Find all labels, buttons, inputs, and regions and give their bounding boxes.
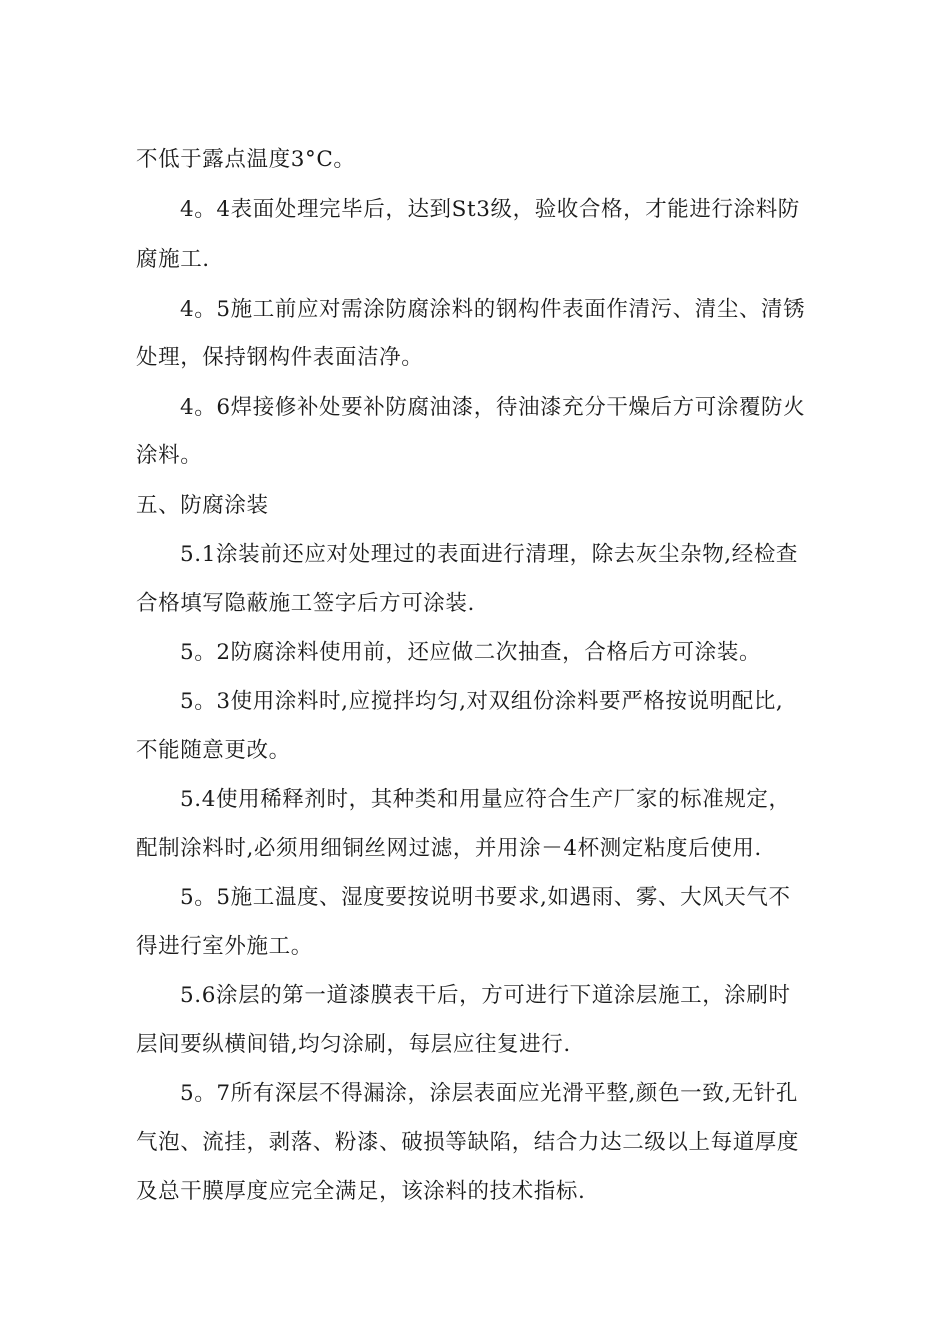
text-line: 处理，保持钢构件表面洁净。 xyxy=(136,345,424,370)
paragraph-4-4: 4。4表面处理完毕后，达到St3级，验收合格，才能进行涂料防 xyxy=(180,197,800,222)
text-line: 腐施工. xyxy=(136,247,210,272)
text-line: 配制涂料时,必须用细铜丝网过滤，并用涂－4杯测定粘度后使用. xyxy=(136,836,762,861)
paragraph-5-6: 5.6涂层的第一道漆膜表干后，方可进行下道涂层施工，涂刷时 xyxy=(180,983,791,1008)
text-line: 层间要纵横间错,均匀涂刷，每层应往复进行. xyxy=(136,1032,571,1057)
paragraph-5-7: 5。7所有深层不得漏涂，涂层表面应光滑平整,颜色一致,无针孔 xyxy=(180,1081,799,1106)
paragraph-4-5: 4。5施工前应对需涂防腐涂料的钢构件表面作清污、清尘、清锈 xyxy=(180,297,806,322)
text-line: 合格填写隐蔽施工签字后方可涂装. xyxy=(136,591,475,616)
section-heading: 五、防腐涂装 xyxy=(136,493,269,518)
paragraph-5-4: 5.4使用稀释剂时，其种类和用量应符合生产厂家的标准规定， xyxy=(180,787,791,812)
paragraph-4-6: 4。6焊接修补处要补防腐油漆，待油漆充分干燥后方可涂覆防火 xyxy=(180,395,806,420)
text-line: 不能随意更改。 xyxy=(136,738,291,763)
text-line: 及总干膜厚度应完全满足，该涂料的技术指标. xyxy=(136,1179,586,1204)
paragraph-5-5: 5。5施工温度、湿度要按说明书要求,如遇雨、雾、大风天气不 xyxy=(180,885,791,910)
paragraph-5-3: 5。3使用涂料时,应搅拌均匀,对双组份涂料要严格按说明配比, xyxy=(180,689,784,714)
text-line: 不低于露点温度3°C。 xyxy=(136,147,356,172)
text-line: 气泡、流挂，剥落、粉漆、破损等缺陷，结合力达二级以上每道厚度 xyxy=(136,1130,800,1155)
text-line: 得进行室外施工。 xyxy=(136,934,313,959)
paragraph-5-2: 5。2防腐涂料使用前，还应做二次抽查，合格后方可涂装。 xyxy=(180,640,762,665)
paragraph-5-1: 5.1涂装前还应对处理过的表面进行清理，除去灰尘杂物,经检查 xyxy=(180,542,799,567)
text-line: 涂料。 xyxy=(136,443,203,468)
